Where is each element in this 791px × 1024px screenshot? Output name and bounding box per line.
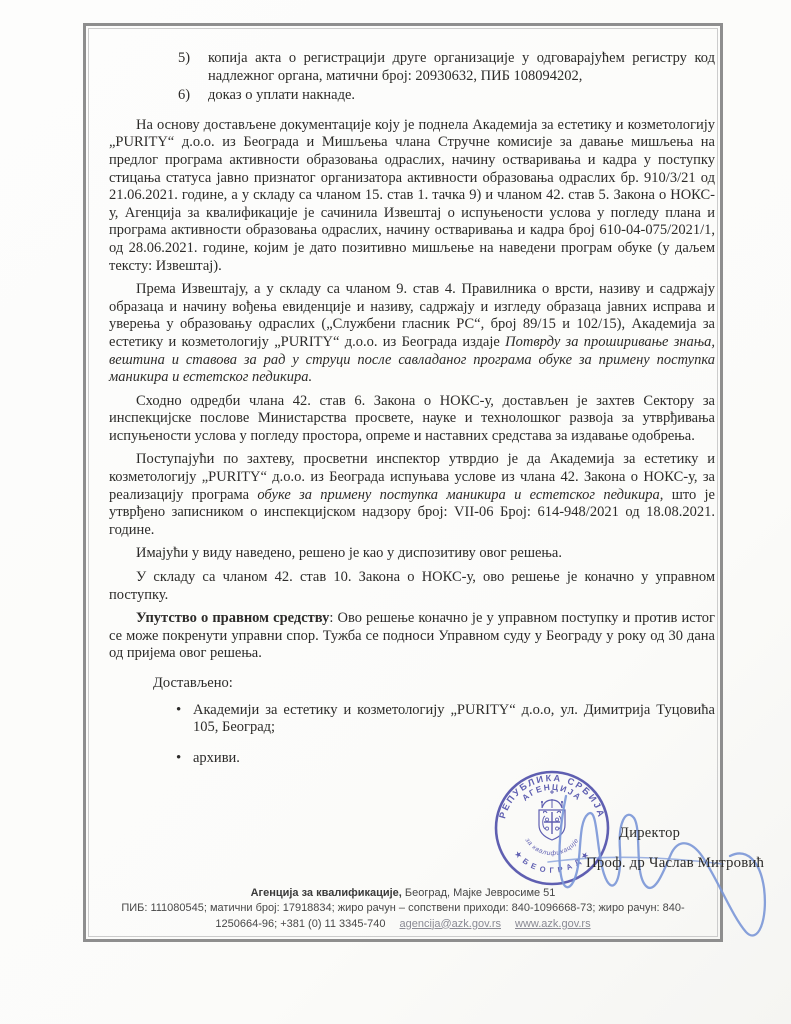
list-item-5 [178, 50, 715, 85]
paragraph-text: Имајући у виду наведено, решено је као у диспозитиву овог решења. [136, 545, 562, 562]
paragraph-text: : Ово решење коначно је у управном поступку и против истог се може покренути управни спор. Тужба се подноси Управном суду у Београду у року од 30 дана од пријема овог решења. [109, 610, 715, 662]
footer [98, 886, 708, 933]
footer-org-name: Агенција за квалификације, [250, 886, 402, 899]
footer-website-link[interactable]: www.azk.gov.rs [515, 917, 591, 930]
paragraph-text: Поступајући по захтеву, просветни инспектор утврдио је да Академија за естетику и козметологију „PURITY“ д.о.о. из Београда испуњава услове из члана 42. Закона о НОКС-у, за реализацију програма [109, 451, 715, 503]
page-border [83, 23, 765, 942]
paragraph-report [109, 281, 715, 387]
footer-line-3 [98, 917, 708, 933]
legal-remedy-heading: Упутство о правном средству [136, 610, 330, 627]
stamp-outer-top-text: РЕПУБЛИКА СРБИЈА [497, 772, 607, 820]
list-number: 6) [178, 87, 191, 104]
footer-email-link[interactable]: agencija@azk.gov.rs [399, 917, 501, 930]
paragraph-text-italic: Потврду за проширивање знања, вештина и ставова за рад у струци после савладаног програма обуке за примену поступка маникира и естетског педикира. [109, 333, 715, 386]
list-text: доказ о уплати накнаде. [208, 87, 356, 104]
paragraph-basis [109, 117, 715, 275]
list-number: 5) [178, 50, 191, 66]
paragraph-text: што је утврђено записником о инспекцијском надзору број: VII-06 Број: 614-948/2021 од 18.08.2021. године. [109, 486, 715, 538]
list-text: копија акта о регистрацији друге организације у одговарајућем регистру код надлежног органа, матични број: 20930632, ПИБ 108094202, [208, 50, 715, 84]
paragraph-request [109, 393, 715, 446]
stamp-inner-top-text: АГЕНЦИЈА [519, 781, 585, 803]
paragraph-text: На основу достављене документације коју је поднела Академија за естетику и козметологију „PURITY“ д.о.о. из Београда и Мишљења члана Стручне комисије за давање мишљења на предлог програма активности образовања одраслих, начину остваривања и кадра у поступку стицања статуса јавно признатог организатора активности образовања одраслих бр. 910/3/21 од 21.06.2021. године, а у складу са чланом 15. став 1. тачка 9) и чланом 42. став 5. Закона о НОКС-у, Агенција за квалификације је сачинила Извештај о испуњености услова у погледу плана и програма активности образовања одраслих, начину остваривања и кадра број 610-04-075/2021/1, од 28.06.2021. године, којим је дато позитивно мишљење на наведени програм обуке (у даљем тексту: Извештај). [109, 116, 715, 274]
numbered-list [109, 50, 715, 105]
footer-line-2: ПИБ: 111080545; матични број: 17918834; жиро рачун – сопствени приходи: 840-1096668-73; жиро рачун: 840- [121, 902, 685, 914]
paragraph-finality [109, 569, 715, 604]
list-item-6 [178, 87, 715, 105]
stamp-inner-bottom-text: за квалификације [523, 837, 581, 858]
footer-accounts-phone: 1250664-96; +381 (0) 11 3345-740 [215, 917, 386, 930]
paragraph-inspection [109, 451, 715, 539]
footer-address: Београд, Мајке Јевросиме 51 [401, 886, 556, 899]
paragraph-text: Према Извештају, а у складу са чланом 9. став 4. Правилника о врсти, називу и садржају образаца и начину вођења евиденције и називу, садржају и изгледу образаца јавних исправа и уверења у образовању одраслих („Службени гласник РС“, број 89/15 и 102/15), Академија за естетику и козметологију „PURITY“ д.о.о. из Београда издаје [109, 281, 715, 350]
director-name: Проф. др Часлав Митровић [586, 855, 765, 871]
stamp-outer-bottom-text: ★ Б Е О Г Р А Д ★ [512, 849, 592, 875]
document-body [109, 50, 715, 780]
paragraph-conclusion [109, 545, 715, 563]
delivered-item [193, 702, 715, 737]
paragraph-text: Сходно одредби члана 42. став 6. Закона о НОКС-у, достављен је захтев Сектору за инспекцијске послове Министарства просвете, науке и технолошког развоја за утврђивања испуњености услова у погледу простора, опреме и наставних средстава за издавање одобрења. [109, 392, 715, 444]
paragraph-text: У складу са чланом 42. став 10. Закона о НОКС-у, ово решење је коначно у управном поступку. [109, 569, 715, 603]
paragraph-text-italic: обуке за примену поступка маникира и естетског педикира, [257, 486, 664, 503]
footer-line-1 [98, 886, 708, 902]
paragraph-legal-remedy [109, 610, 715, 663]
director-title: Директор [619, 825, 681, 841]
delivered-heading: Достављено: [153, 675, 233, 691]
delivered-item-text: Академији за естетику и козметологију „PURITY“ д.о.о, ул. Димитрија Туцовића 105, Београд; [193, 701, 715, 736]
delivered-item-text: архиви. [193, 749, 240, 766]
